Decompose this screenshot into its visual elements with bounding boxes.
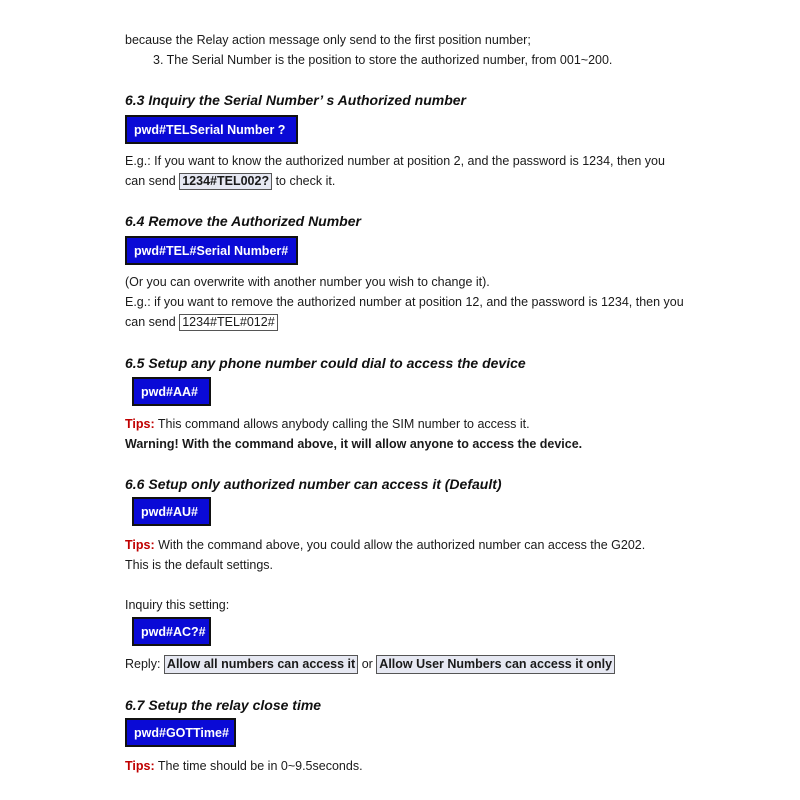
intro-line-2: 3. The Serial Number is the position to store the authorized number, from 001~200.: [153, 53, 613, 67]
section-6-4-example-line-1: E.g.: if you want to remove the authorized number at position 12, and the password is 1234, then you: [125, 295, 684, 309]
tips-text: With the command above, you could allow the authorized number can access the G202.: [158, 538, 646, 552]
section-6-4-note: (Or you can overwrite with another number you wish to change it).: [125, 275, 490, 289]
intro-line-1: because the Relay action message only send to the first position number;: [125, 33, 531, 47]
example-suffix: to check it.: [275, 174, 336, 188]
section-6-4-heading: 6.4 Remove the Authorized Number: [125, 213, 361, 229]
section-6-3-command: pwd#TELSerial Number ?: [125, 115, 298, 144]
section-6-6-reply: [125, 655, 615, 674]
section-6-7-tips: [125, 758, 363, 774]
tips-label: Tips:: [125, 417, 155, 431]
section-6-5-warning: Warning! With the command above, it will allow anyone to access the device.: [125, 437, 583, 451]
reply-or: or: [361, 657, 373, 671]
section-6-5-command: pwd#AA#: [132, 377, 211, 406]
section-6-5-tips: [125, 416, 530, 432]
section-6-6-inquiry-label: Inquiry this setting:: [125, 598, 230, 612]
tips-text: The time should be in 0~9.5seconds.: [157, 759, 363, 773]
section-6-6-heading: 6.6 Setup only authorized number can access it (Default): [125, 476, 502, 492]
tips-label: Tips:: [125, 759, 155, 773]
section-6-5-heading: 6.5 Setup any phone number could dial to access the device: [125, 355, 526, 371]
section-6-3-heading: 6.3 Inquiry the Serial Number’ s Authorized number: [125, 92, 466, 108]
section-6-4-command: pwd#TEL#Serial Number#: [125, 236, 298, 265]
section-6-7-heading: 6.7 Setup the relay close time: [125, 697, 322, 713]
reply-option-2: Allow User Numbers can access it only: [376, 655, 615, 674]
tips-text: This command allows anybody calling the SIM number to access it.: [157, 417, 530, 431]
section-6-4-example-line-2: [125, 314, 278, 331]
example-code: 1234#TEL002?: [179, 173, 272, 190]
section-6-6-inquiry-command: pwd#AC?#: [132, 617, 211, 646]
section-6-6-tips: [125, 537, 645, 553]
section-6-3-example-line-2: [125, 173, 335, 190]
tips-label: Tips:: [125, 538, 155, 552]
section-6-7-command: pwd#GOTTime#: [125, 718, 236, 747]
example-prefix: can send: [125, 174, 176, 188]
example-code: 1234#TEL#012#: [179, 314, 277, 331]
example-prefix: can send: [125, 315, 176, 329]
section-6-6-command: pwd#AU#: [132, 497, 211, 526]
section-6-3-example-line-1: E.g.: If you want to know the authorized number at position 2, and the password is 1234, then you: [125, 154, 665, 168]
reply-label: Reply:: [125, 657, 161, 671]
reply-option-1: Allow all numbers can access it: [164, 655, 358, 674]
section-6-6-default-text: This is the default settings.: [125, 558, 273, 572]
